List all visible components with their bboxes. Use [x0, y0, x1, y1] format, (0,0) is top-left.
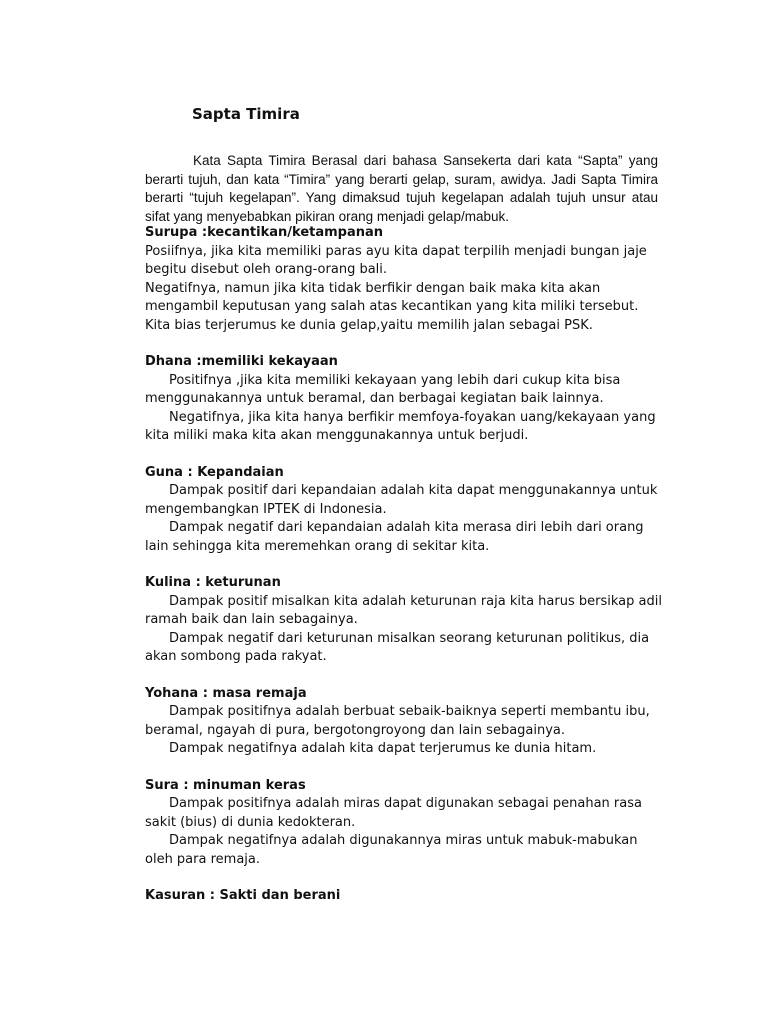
section-heading: Sura : minuman keras — [145, 777, 306, 793]
paragraph-negative: Negatifnya, jika kita hanya berfikir memfoya-foyakan uang/kekayaan yang kita miliki maka kita akan menggunakannya untuk berjudi. — [145, 409, 656, 443]
document-body — [145, 224, 665, 906]
section-heading: Kulina : keturunan — [145, 575, 281, 590]
paragraph-positive: Dampak positifnya adalah berbuat sebaik-baiknya seperti membantu ibu, beramal, ngayah di pura, bergotongroyong dan lain sebagainya. — [145, 704, 650, 738]
section-heading: Yohana : masa remaja — [145, 685, 307, 701]
document-title: Sapta Timira — [192, 105, 300, 123]
section-heading: Kasuran : Sakti dan berani — [145, 888, 341, 903]
section-surupa — [145, 224, 665, 335]
paragraph-negative: Dampak negatif dari kepandaian adalah kita merasa diri lebih dari orang lain sehingga kita meremehkan orang di sekitar kita. — [145, 520, 644, 554]
section-dhana — [145, 353, 665, 446]
section-heading: Surupa :kecantikan/ketampanan — [145, 225, 384, 240]
paragraph-negative: Negatifnya, namun jika kita tidak berfikir dengan baik maka kita akan mengambil keputusan yang salah atas kecantikan yang kita miliki tersebut. Kita bias terjerumus ke dunia gelap,yaitu memilih jalan sebagai PSK. — [145, 280, 639, 333]
section-heading: Dhana :memiliki kekayaan — [145, 354, 338, 369]
paragraph-negative: Dampak negatifnya adalah digunakannya miras untuk mabuk-mabukan oleh para remaja. — [145, 833, 638, 867]
section-kulina — [145, 574, 665, 667]
section-heading: Guna : Kepandaian — [145, 464, 284, 480]
paragraph-positive: Positifnya ,jika kita memiliki kekayaan yang lebih dari cukup kita bisa menggunakannya untuk beramal, dan berbagai kegiatan baik lainnya. — [145, 372, 621, 406]
paragraph-positive: Dampak positif dari kepandaian adalah kita dapat menggunakannya untuk mengembangkan IPTEK di Indonesia. — [145, 483, 658, 517]
section-yohana — [145, 685, 665, 759]
paragraph-positive: Dampak positif misalkan kita adalah keturunan raja kita harus bersikap adil ramah baik dan lain sebagainya. — [145, 593, 662, 627]
paragraph-positive: Posiifnya, jika kita memiliki paras ayu kita dapat terpilih menjadi bungan jaje begitu disebut oleh orang-orang bali. — [145, 243, 647, 277]
section-kasuran — [145, 887, 665, 906]
paragraph-negative: Dampak negatif dari keturunan misalkan seorang keturunan politikus, dia akan sombong pada rakyat. — [145, 630, 650, 664]
paragraph-negative: Dampak negatifnya adalah kita dapat terjerumus ke dunia hitam. — [169, 741, 597, 756]
section-sura — [145, 777, 665, 870]
section-guna — [145, 464, 665, 557]
intro-paragraph: Kata Sapta Timira Berasal dari bahasa Sansekerta dari kata “Sapta” yang berarti tujuh, dan kata “Timira” yang berarti gelap, suram, awidya. Jadi Sapta Timira berarti “tujuh kegelapan”. Yang dimaksud tujuh kegelapan adalah tujuh unsur atau sifat yang menyebabkan pikiran orang menjadi gelap/mabuk. — [145, 153, 658, 224]
paragraph-positive: Dampak positifnya adalah miras dapat digunakan sebagai penahan rasa sakit (bius) di dunia kedokteran. — [145, 796, 642, 830]
